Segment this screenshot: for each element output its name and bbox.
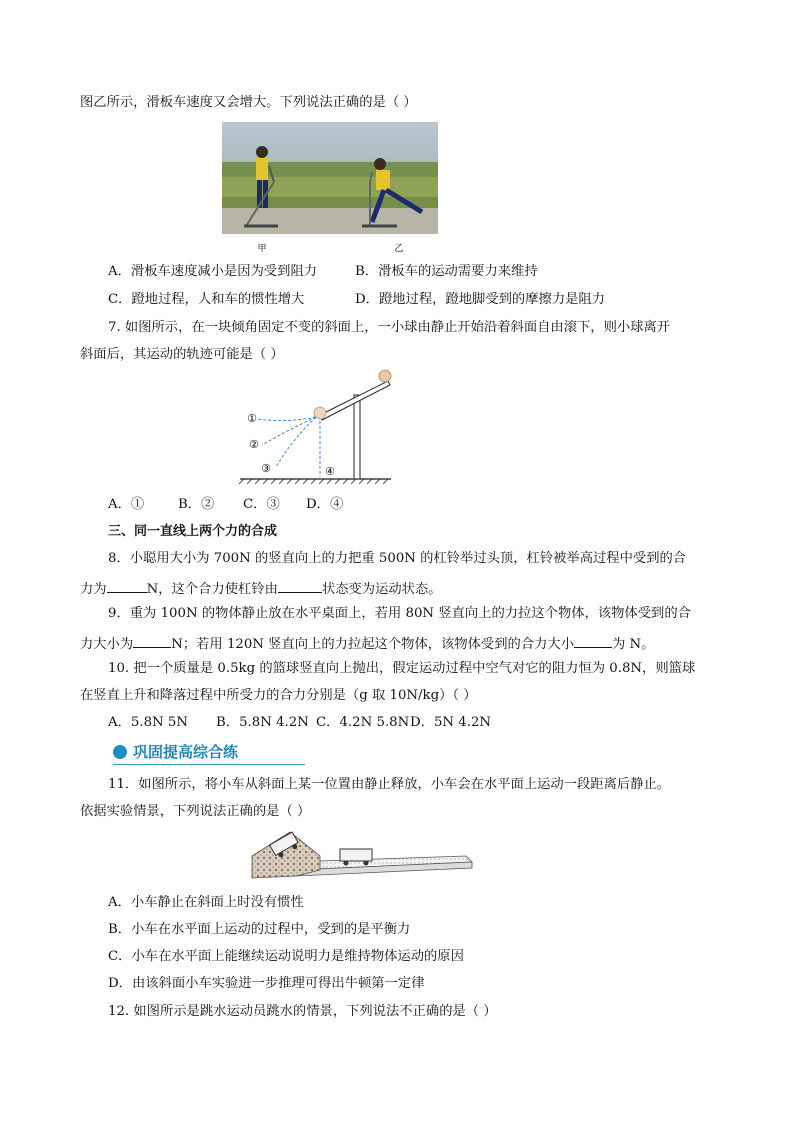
q6-option-a: A．滑板车速度减小是因为受到阻力 <box>108 264 318 279</box>
incline-ball-figure <box>236 365 396 485</box>
q8-line2: 力为 N，这个合力使杠铃由 状态变为运动状态。 <box>80 578 442 599</box>
q7-option-b: B．② <box>178 497 215 512</box>
q9-blank-2 <box>574 633 612 648</box>
q6-option-b: B．滑板车的运动需要力来维持 <box>355 264 538 279</box>
section-dot-icon <box>113 745 127 759</box>
q11-line2: 依据实验情景，下列说法正确的是（ ） <box>80 804 311 819</box>
q10-option-b: B．5.8N 4.2N <box>216 715 309 730</box>
q11-option-a: A．小车静止在斜面上时没有惯性 <box>108 895 304 910</box>
section-consolidate-header <box>113 742 305 765</box>
q10-option-c: C．4.2N 5.8N <box>316 715 410 730</box>
q6-intro-text: 图乙所示，滑板车速度又会增大。下列说法正确的是（ ） <box>80 95 417 110</box>
q8-blank-2 <box>278 578 322 593</box>
q10-option-d: D．5N 4.2N <box>410 715 492 730</box>
q7-line1: 7. 如图所示，在一块倾角固定不变的斜面上，一小球由静止开始沿着斜面自由滚下，则小球离开 <box>108 320 671 335</box>
section3-title: 三、同一直线上两个力的合成 <box>108 524 278 539</box>
section-consolidate-title: 巩固提高综合练 <box>133 743 239 761</box>
scooter-photo <box>222 122 438 257</box>
q7-option-d: D．④ <box>306 497 344 512</box>
q8-line1: 8．小聪用大小为 700N 的竖直向上的力把重 500N 的杠铃举过头顶，杠铃被举高过程中受到的合 <box>108 551 687 566</box>
q7-option-a: A．① <box>108 497 145 512</box>
q7-option-c: C．③ <box>243 497 280 512</box>
q9-line2: 力大小为 N；若用 120N 竖直向上的力拉起这个物体，该物体受到的合力大小 为 N。 <box>80 633 654 654</box>
q9-line1: 9．重为 100N 的物体静止放在水平桌面上，若用 80N 竖直向上的力拉这个物体，该物体受到的合 <box>108 606 691 621</box>
ball-top <box>379 370 391 382</box>
label-yi: 乙 <box>394 244 404 254</box>
q10-line1: 10. 把一个质量是 0.5kg 的篮球竖直向上抛出，假定运动过程中空气对它的阻力恒为 0.8N，则篮球 <box>108 661 696 676</box>
q11-line1: 11．如图所示，将小车从斜面上某一位置由静止释放，小车会在水平面上运动一段距离后静止。 <box>108 777 671 792</box>
path-label-4: ④ <box>325 465 335 478</box>
q6-option-d: D．蹬地过程，蹬地脚受到的摩擦力是阻力 <box>355 292 606 307</box>
cart-incline-figure <box>250 826 476 886</box>
q10-line2: 在竖直上升和降落过程中所受力的合力分别是（g 取 10N/kg）（ ） <box>80 688 477 703</box>
q11-option-b: B．小车在水平面上运动的过程中，受到的是平衡力 <box>108 922 411 937</box>
q10-option-a: A．5.8N 5N <box>108 715 189 730</box>
q11-option-d: D．由该斜面小车实验进一步推理可得出牛顿第一定律 <box>108 976 425 991</box>
path-label-2: ② <box>249 438 259 451</box>
q8-blank-1 <box>107 578 147 593</box>
q9-blank-1 <box>133 633 171 648</box>
path-label-3: ③ <box>261 462 271 475</box>
q7-line2: 斜面后，其运动的轨迹可能是（ ） <box>80 347 284 362</box>
q6-option-c: C．蹬地过程，人和车的惯性增大 <box>108 292 305 307</box>
q11-option-c: C．小车在水平面上能继续运动说明力是维持物体运动的原因 <box>108 949 464 964</box>
q12-line1: 12. 如图所示是跳水运动员跳水的情景，下列说法不正确的是（ ） <box>108 1004 497 1019</box>
label-jia: 甲 <box>257 244 267 254</box>
path-label-1: ① <box>247 412 257 425</box>
